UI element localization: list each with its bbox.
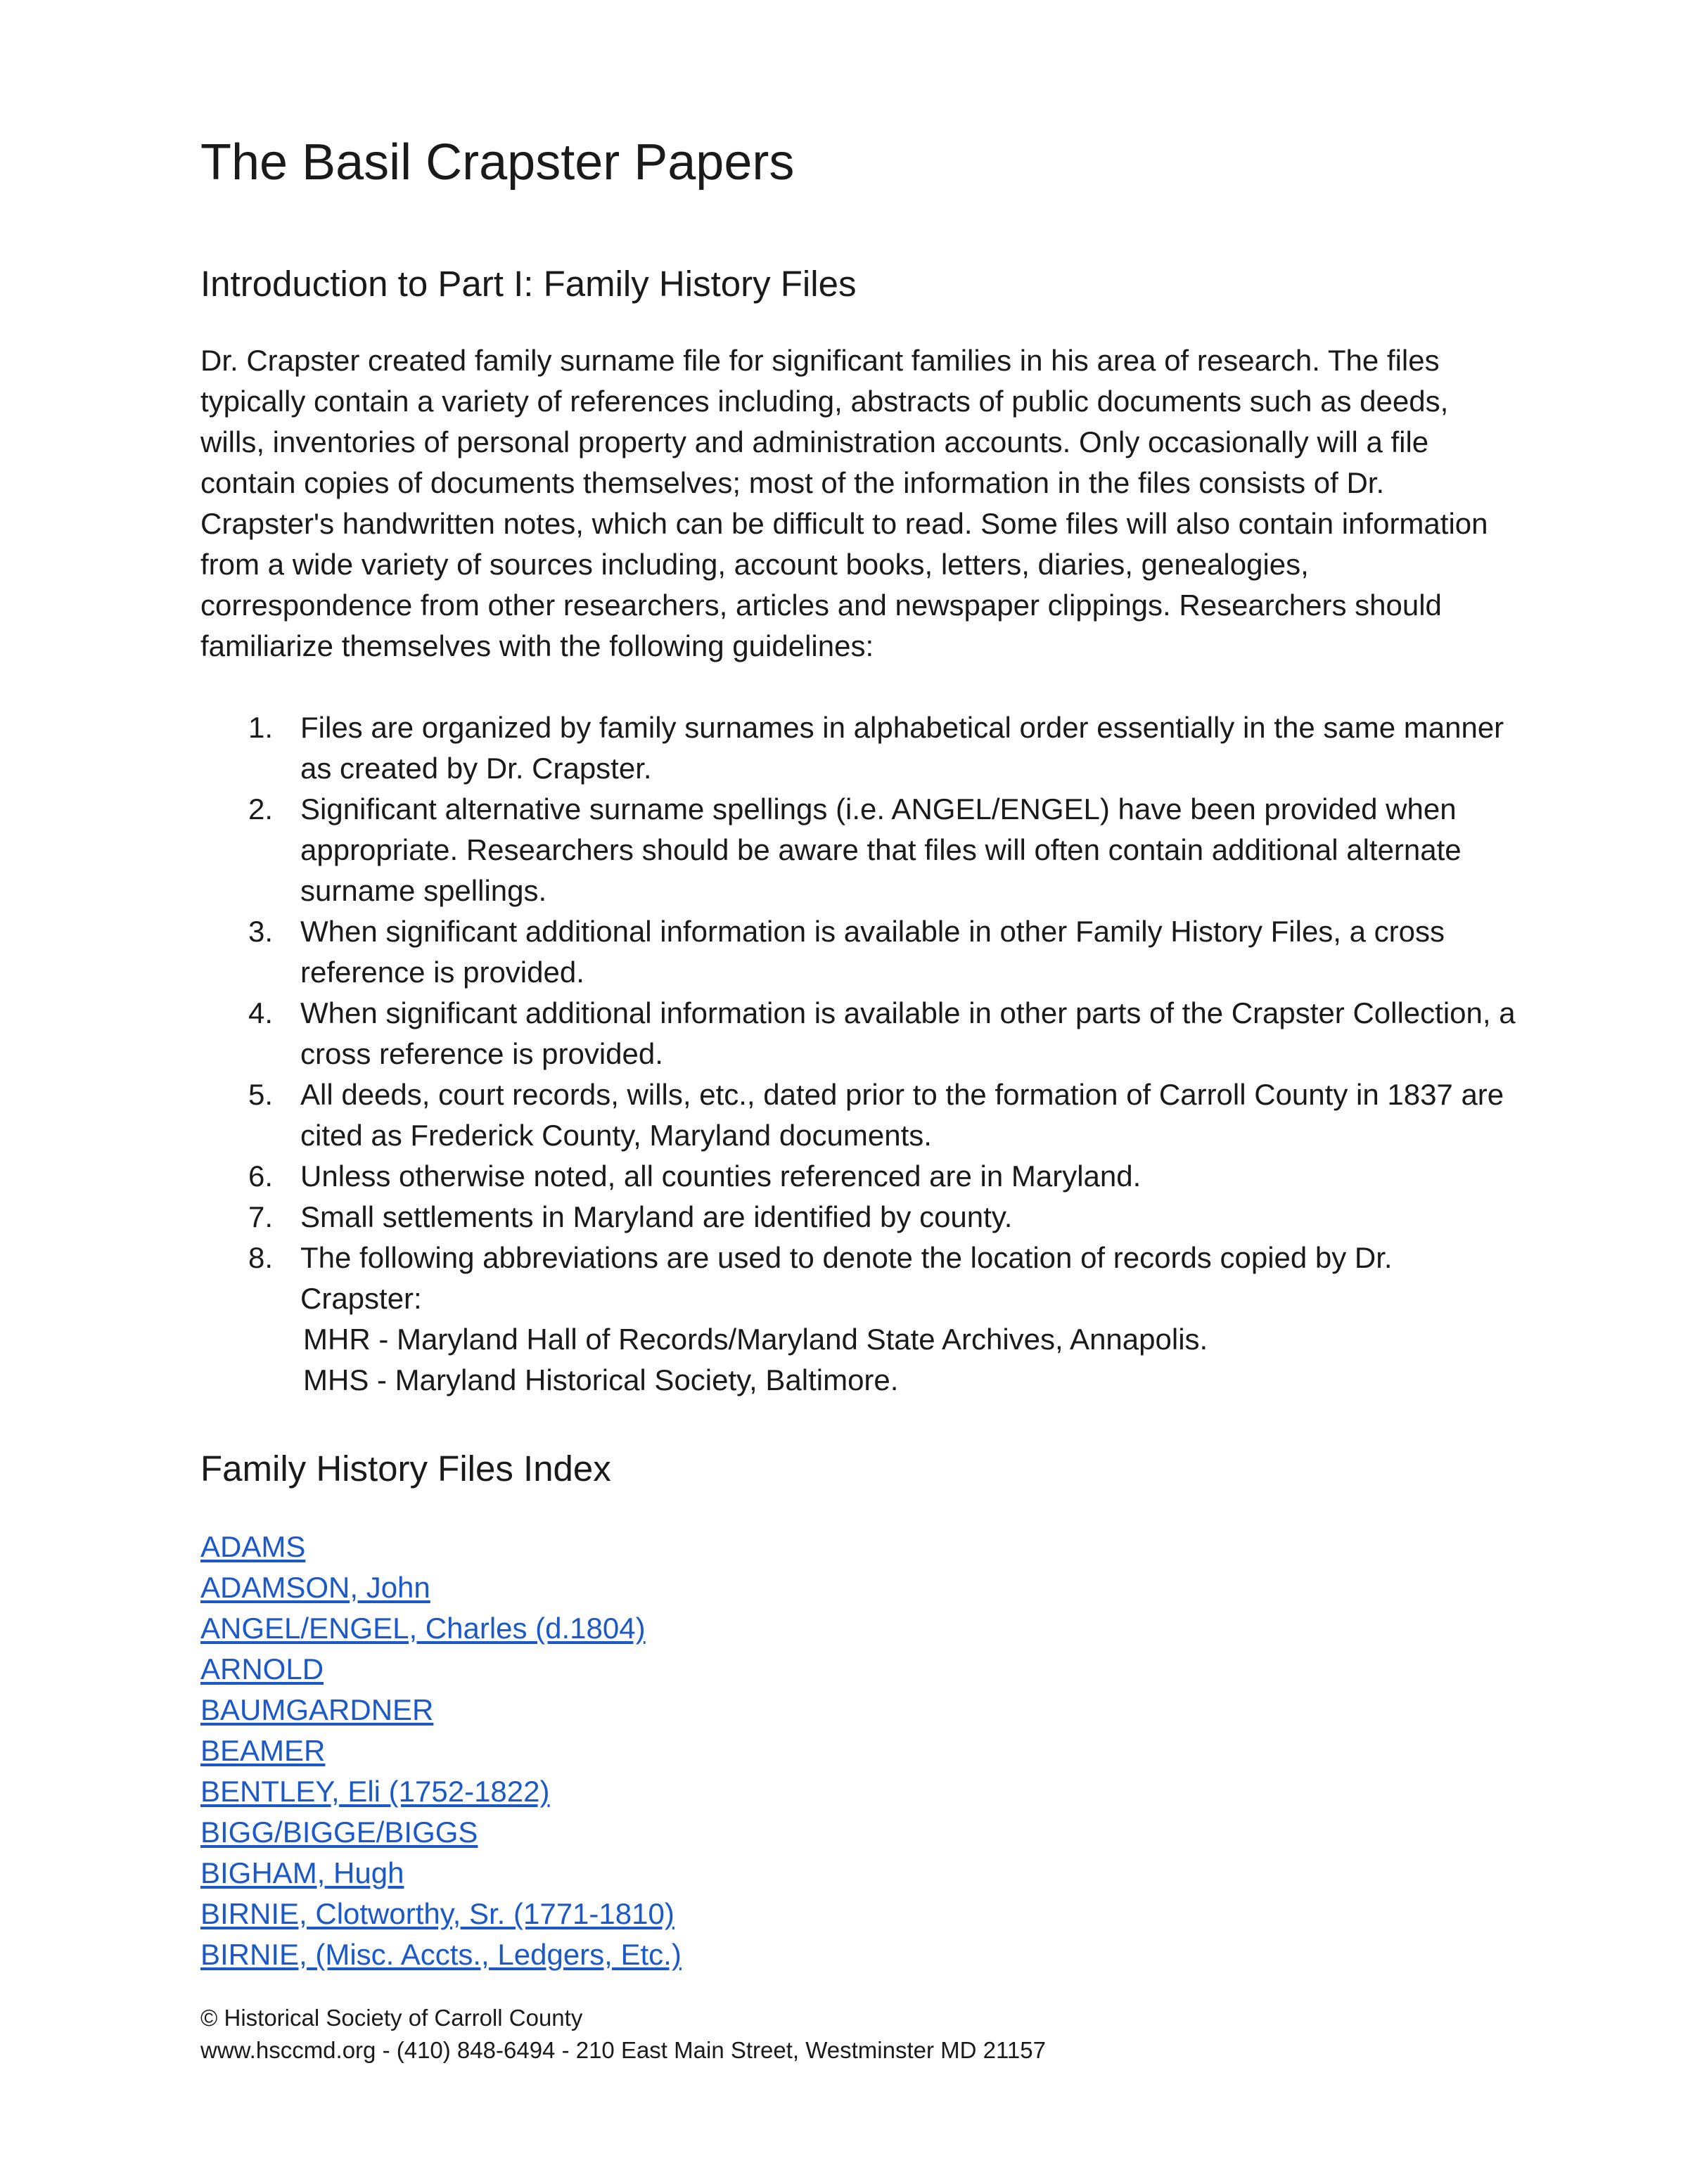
guideline-text: Significant alternative surname spellings (i.e. ANGEL/ENGEL) have been provided when appropriate. Researchers should be aware that files will often contain additional alternate surname spellings. xyxy=(300,792,1462,907)
index-link-baumgardner[interactable]: BAUMGARDNER xyxy=(200,1693,434,1727)
guideline-item xyxy=(200,911,1516,993)
guideline-number: 2. xyxy=(248,792,274,826)
guideline-item xyxy=(200,789,1516,911)
index-item xyxy=(200,1567,1516,1608)
guideline-number: 5. xyxy=(248,1077,274,1111)
index-link-adams[interactable]: ADAMS xyxy=(200,1530,306,1564)
footer-copyright: © Historical Society of Carroll County xyxy=(200,2005,583,2031)
page-footer xyxy=(200,2002,1516,2067)
guideline-item xyxy=(200,707,1516,789)
footer-contact: www.hsccmd.org - (410) 848-6494 - 210 East Main Street, Westminster MD 21157 xyxy=(200,2037,1046,2064)
page-title: The Basil Crapster Papers xyxy=(200,134,795,191)
guideline-number: 7. xyxy=(248,1200,274,1233)
index-link-arnold[interactable]: ARNOLD xyxy=(200,1652,324,1686)
index-item xyxy=(200,1894,1516,1934)
abbreviation-mhs: MHS - Maryland Historical Society, Baltimore. xyxy=(303,1363,899,1396)
guideline-number: 8. xyxy=(248,1240,274,1274)
index-item xyxy=(200,1934,1516,1975)
index-link-bigham[interactable]: BIGHAM, Hugh xyxy=(200,1856,404,1890)
guideline-number: 1. xyxy=(248,710,274,744)
index-list xyxy=(200,1527,1516,1975)
guideline-text: The following abbreviations are used to denote the location of records copied by Dr. Crapster: xyxy=(300,1240,1393,1315)
document-page xyxy=(200,134,1516,2067)
index-link-beamer[interactable]: BEAMER xyxy=(200,1734,326,1768)
guideline-text: Files are organized by family surnames in alphabetical order essentially in the same manner as created by Dr. Crapster. xyxy=(300,710,1504,785)
guideline-text: When significant additional information is available in other parts of the Crapster Collection, a cross reference is provided. xyxy=(300,996,1516,1070)
abbreviation-mhr: MHR - Maryland Hall of Records/Maryland State Archives, Annapolis. xyxy=(303,1322,1208,1356)
index-item xyxy=(200,1730,1516,1771)
guideline-item xyxy=(200,1238,1516,1401)
index-item xyxy=(200,1649,1516,1690)
guideline-text: Small settlements in Maryland are identified by county. xyxy=(300,1200,1013,1233)
index-link-bigg[interactable]: BIGG/BIGGE/BIGGS xyxy=(200,1816,478,1849)
index-link-adamson[interactable]: ADAMSON, John xyxy=(200,1571,430,1605)
guideline-text: When significant additional information is available in other Family History Files, a cross reference is provided. xyxy=(300,914,1445,989)
index-link-birnie-clotworthy[interactable]: BIRNIE, Clotworthy, Sr. (1771-1810) xyxy=(200,1897,674,1931)
guideline-text: Unless otherwise noted, all counties referenced are in Maryland. xyxy=(300,1159,1142,1193)
index-item xyxy=(200,1527,1516,1567)
guideline-number: 6. xyxy=(248,1159,274,1193)
intro-paragraph: Dr. Crapster created family surname file for significant families in his area of research. The files typically contain a variety of references including, abstracts of public documents such as deeds, wills, inventories of personal property and administration accounts. Only occasionally will a file contain copies of documents themselves; most of the information in the files consists of Dr. Crapster's handwritten notes, which can be difficult to read. Some files will also contain information from a wide variety of sources including, account books, letters, diaries, genealogies, correspondence from other researchers, articles and newspaper clippings. Researchers should familiarize themselves with the following guidelines: xyxy=(200,343,1488,662)
guideline-text: All deeds, court records, wills, etc., dated prior to the formation of Carroll County in 1837 are cited as Frederick County, Maryland documents. xyxy=(300,1077,1504,1152)
guideline-item xyxy=(200,1197,1516,1238)
guideline-number: 3. xyxy=(248,914,274,948)
intro-heading: Introduction to Part I: Family History Files xyxy=(200,263,857,304)
index-item xyxy=(200,1771,1516,1812)
index-item xyxy=(200,1690,1516,1730)
index-heading: Family History Files Index xyxy=(200,1448,611,1489)
index-link-bentley[interactable]: BENTLEY, Eli (1752-1822) xyxy=(200,1775,550,1809)
index-item xyxy=(200,1853,1516,1894)
guideline-item xyxy=(200,993,1516,1074)
index-item xyxy=(200,1812,1516,1853)
guideline-item xyxy=(200,1074,1516,1156)
guideline-item xyxy=(200,1156,1516,1197)
guidelines-list xyxy=(200,707,1516,1401)
guideline-number: 4. xyxy=(248,996,274,1029)
index-item xyxy=(200,1608,1516,1649)
index-link-birnie-misc[interactable]: BIRNIE, (Misc. Accts., Ledgers, Etc.) xyxy=(200,1938,682,1972)
index-link-angel-engel[interactable]: ANGEL/ENGEL, Charles (d.1804) xyxy=(200,1612,646,1645)
